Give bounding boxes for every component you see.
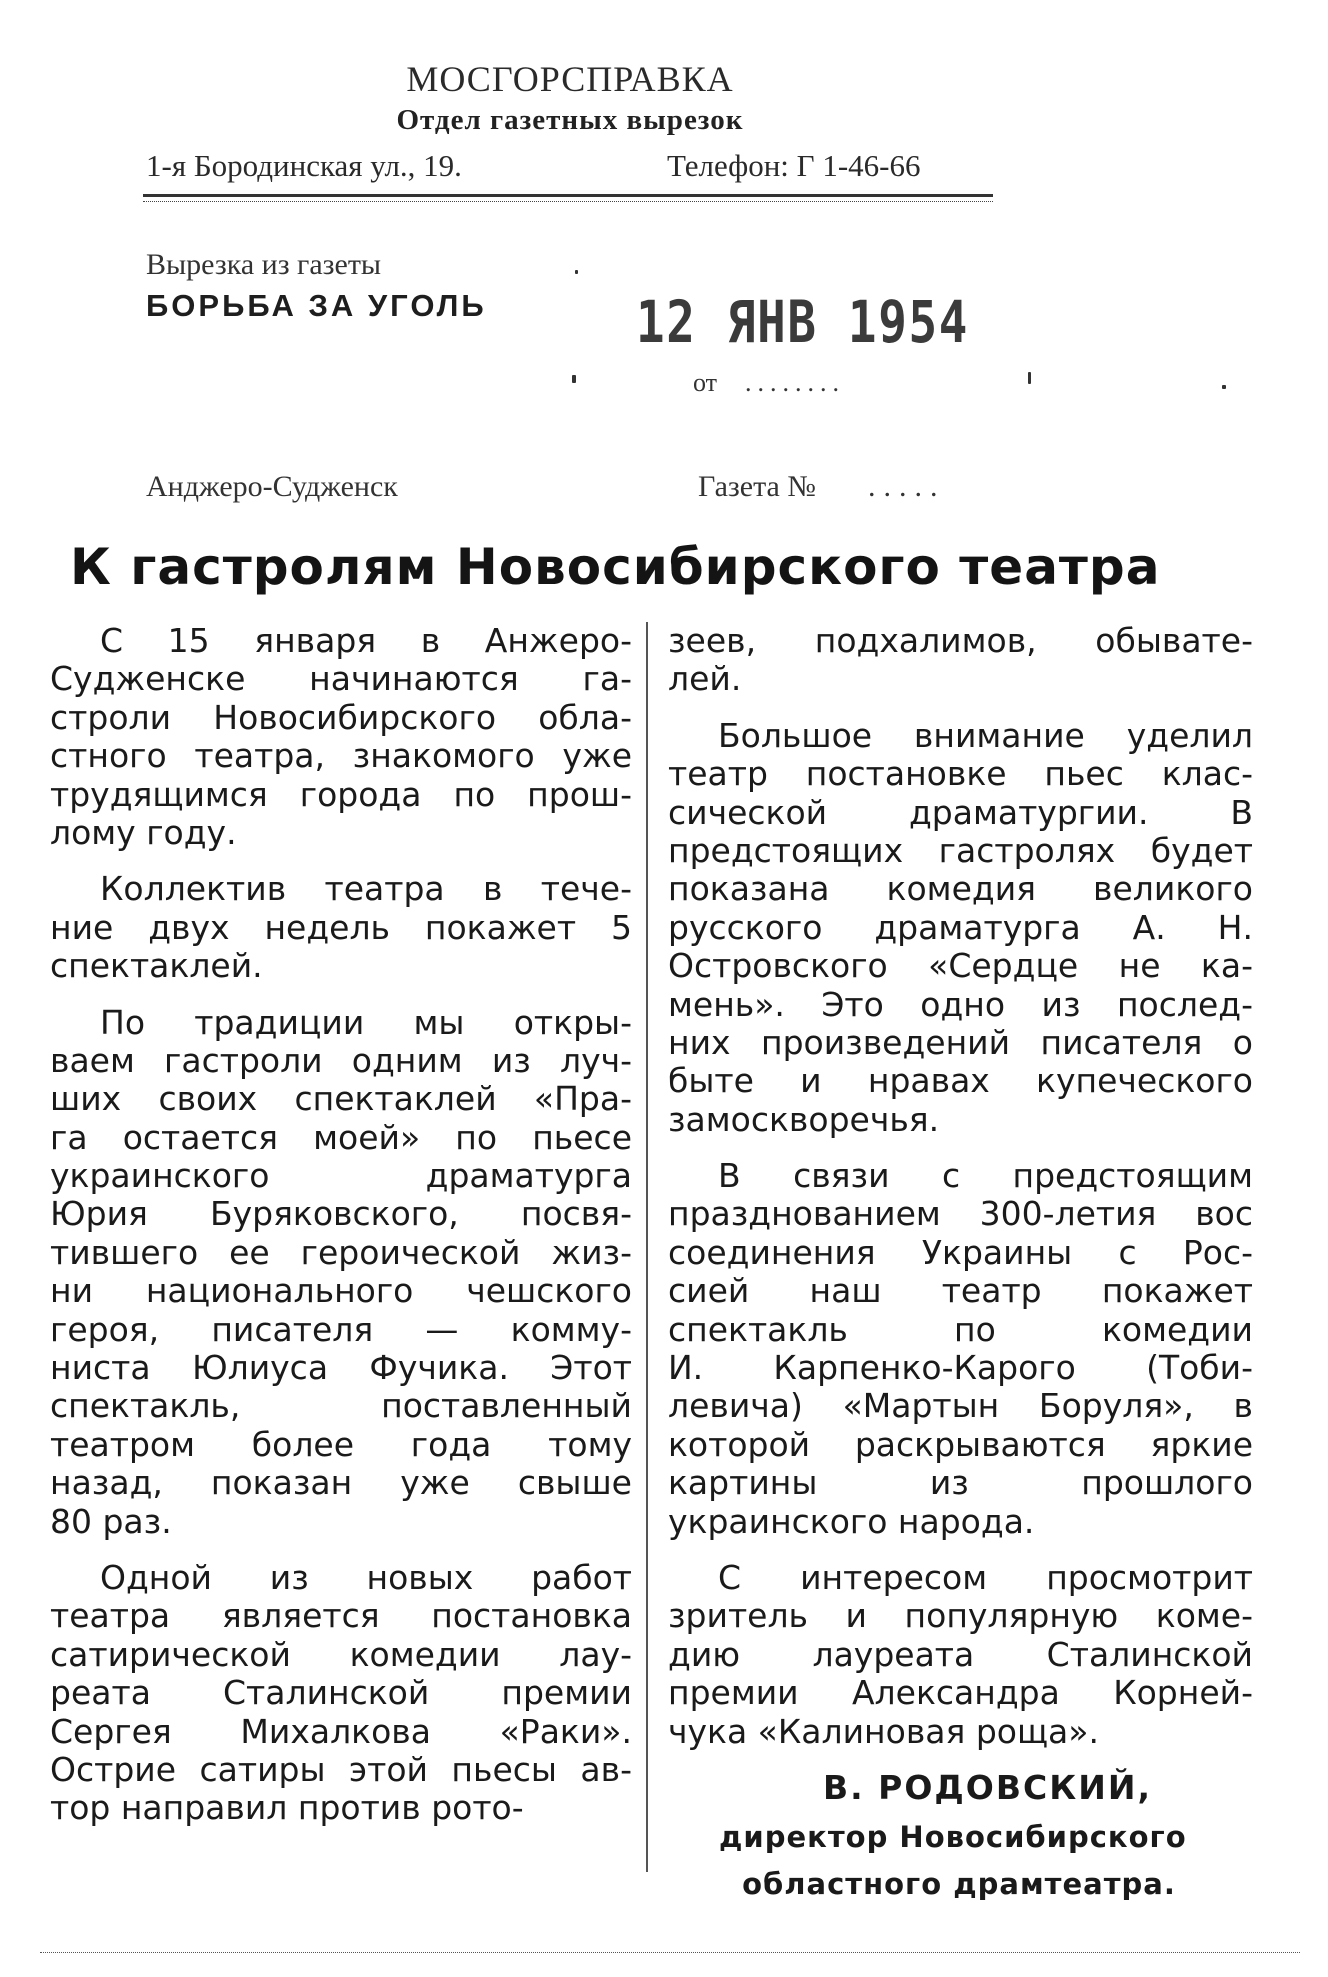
author-role-line-1: директор Новосибирского xyxy=(719,1820,1187,1854)
article-line: театром более года тому xyxy=(50,1425,632,1464)
paragraph-gap xyxy=(50,1541,632,1559)
article-line: быте и нравах купеческого xyxy=(668,1062,1253,1101)
article-line: ваем гастроли одним из луч- xyxy=(50,1041,632,1080)
paragraph-gap xyxy=(50,986,632,1004)
clipping-label: Вырезка из газеты xyxy=(146,248,382,281)
article-line: Судженске начинаются га- xyxy=(50,660,632,699)
city-name: Анджеро-Судженск xyxy=(146,470,398,503)
article-column-left xyxy=(50,622,632,1828)
issue-dot-leader: ..... xyxy=(868,470,946,503)
article-line: Острие сатиры этой пьесы ав- xyxy=(50,1750,632,1789)
author-name: В. РОДОВСКИЙ, xyxy=(823,1768,1152,1807)
article-line: мень». Это одно из послед- xyxy=(668,985,1253,1024)
article-line: стного театра, знакомого уже xyxy=(50,737,632,776)
article-line: предстоящих гастролях будет xyxy=(668,831,1253,870)
column-divider xyxy=(646,622,648,1872)
issue-label: Газета № xyxy=(698,470,816,503)
article-line: В связи с предстоящим xyxy=(718,1157,1253,1196)
article-line: героя, писателя — комму- xyxy=(50,1310,632,1349)
article-line: чука «Калиновая роща». xyxy=(668,1712,1099,1751)
article-line: С 15 января в Анжеро- xyxy=(100,622,632,660)
agency-address: 1-я Бородинская ул., 19. xyxy=(146,148,462,183)
article-line: сатирической комедии лау- xyxy=(50,1635,632,1674)
article-line: Большое внимание уделил xyxy=(718,716,1253,755)
agency-name: МОСГОРСПРАВКА xyxy=(406,59,734,99)
article-line: спектакль, поставленный xyxy=(50,1387,632,1426)
article-line: тившего ее героической жиз- xyxy=(50,1233,632,1272)
article-column-right xyxy=(668,622,1253,1751)
article-line: ниста Юлиуса Фучика. Этот xyxy=(50,1349,632,1388)
article-line: назад, показан уже свыше xyxy=(50,1464,632,1503)
paragraph-gap xyxy=(668,1541,1253,1559)
article-line: С интересом просмотрит xyxy=(718,1558,1253,1597)
article-line: театр постановке пьес клас- xyxy=(668,755,1253,794)
article-line: спектакль по комедии xyxy=(668,1310,1253,1349)
article-line: замоскворечья. xyxy=(668,1100,940,1139)
article-line: украинского народа. xyxy=(668,1502,1035,1541)
article-line: Одной из новых работ xyxy=(100,1558,632,1597)
article-title: К гастролям Новосибирского театра xyxy=(70,538,1161,596)
article-line: реата Сталинской премии xyxy=(50,1674,632,1713)
article-line: русского драматурга А. Н. xyxy=(668,908,1253,947)
agency-phone: Телефон: Г 1-46-66 xyxy=(667,148,921,183)
article-line: Коллектив театра в тече- xyxy=(100,870,632,909)
article-line: левича) «Мартын Боруля», в xyxy=(668,1387,1253,1426)
article-line: И. Карпенко-Карого (Тоби- xyxy=(668,1349,1253,1388)
article-line: Юрия Буряковского, посвя- xyxy=(50,1195,632,1234)
article-line: зритель и популярную коме- xyxy=(668,1597,1253,1636)
article-line: сией наш театр покажет xyxy=(668,1272,1253,1311)
from-label: от xyxy=(693,368,718,397)
article-line: спектаклей. xyxy=(50,947,263,986)
article-line: ние двух недель покажет 5 xyxy=(50,908,632,947)
article-line: премии Александра Корней- xyxy=(668,1674,1253,1713)
article-line: показана комедия великого xyxy=(668,870,1253,909)
article-line: тор направил против рото- xyxy=(50,1789,524,1828)
article-line: сической драматургии. В xyxy=(668,793,1253,832)
article-line: соединения Украины с Рос- xyxy=(668,1233,1253,1272)
header-divider xyxy=(143,194,993,197)
article-line: театра является постановка xyxy=(50,1597,632,1636)
date-dot-leader: ........ xyxy=(745,368,845,397)
author-role-line-2: областного драмтеатра. xyxy=(742,1867,1176,1901)
paragraph-gap xyxy=(668,1139,1253,1157)
article-line: ших своих спектаклей «Пра- xyxy=(50,1080,632,1119)
article-line: зеев, подхалимов, обывате- xyxy=(668,622,1253,660)
article-line: картины из прошлого xyxy=(668,1464,1253,1503)
ink-speck xyxy=(575,270,578,274)
newspaper-name: БОРЬБА ЗА УГОЛЬ xyxy=(146,288,487,323)
article-line: лей. xyxy=(668,660,742,699)
ink-speck xyxy=(572,375,576,383)
article-line: Островского «Сердце не ка- xyxy=(668,947,1253,986)
article-line: украинского драматурга xyxy=(50,1157,632,1196)
agency-department: Отдел газетных вырезок xyxy=(396,104,744,136)
article-line: По традиции мы откры- xyxy=(100,1003,632,1042)
bottom-divider xyxy=(40,1952,1300,1953)
article-line: ни национального чешского xyxy=(50,1272,632,1311)
article-line: строли Новосибирского обла- xyxy=(50,698,632,737)
paragraph-gap xyxy=(668,699,1253,717)
date-stamp: 12 ЯНВ 1954 xyxy=(636,288,970,356)
article-line: Сергея Михалкова «Раки». xyxy=(50,1712,632,1751)
article-line: празднованием 300-летия вос xyxy=(668,1195,1253,1234)
ink-speck xyxy=(1222,385,1226,389)
article-line: 80 раз. xyxy=(50,1502,172,1541)
article-line: которой раскрываются яркие xyxy=(668,1425,1253,1464)
article-line: га остается моей» по пьесе xyxy=(50,1118,632,1157)
article-line: них произведений писателя о xyxy=(668,1023,1253,1062)
article-line: дию лауреата Сталинской xyxy=(668,1635,1253,1674)
ink-speck xyxy=(1028,372,1031,384)
article-line: трудящимся города по прош- xyxy=(50,775,632,814)
paragraph-gap xyxy=(50,852,632,870)
article-line: лому году. xyxy=(50,813,237,852)
header-divider-dotted xyxy=(143,201,993,202)
